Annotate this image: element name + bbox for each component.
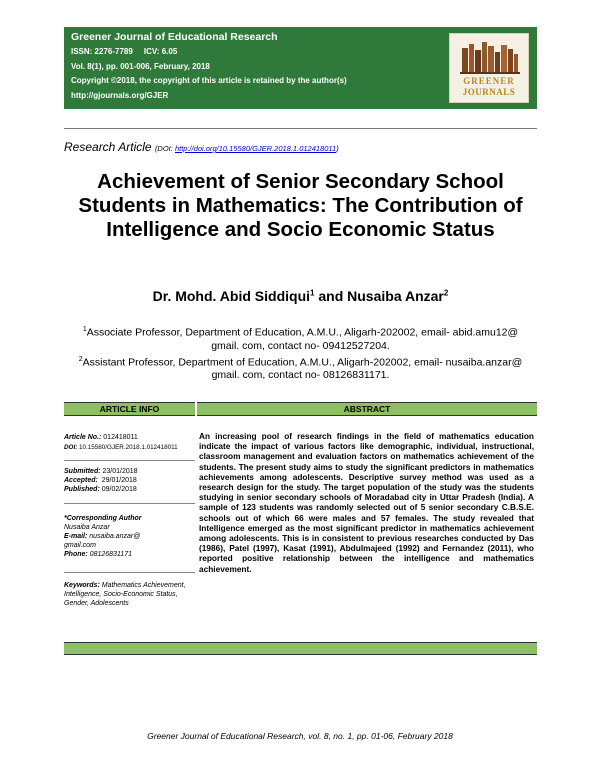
dates-block: Submitted: 23/01/2018 Accepted: 29/01/2018 Published: 09/02/2018 bbox=[64, 468, 138, 493]
article-doi-info: DOI: 10.15580/GJER.2018.1.012418011 bbox=[64, 444, 178, 451]
info-divider bbox=[64, 460, 195, 461]
article-type-line bbox=[64, 140, 339, 154]
author-2: Nusaiba Anzar bbox=[347, 288, 444, 304]
issn-line: ISSN: 2276-7789 ICV: 6.05 bbox=[71, 47, 178, 56]
column-separator bbox=[195, 402, 197, 655]
header-divider bbox=[64, 128, 537, 129]
affiliation-2: $^2$Assistant Professor, Department of Education, A.M.U., Aligarh-202002, email- nusaiba.anzar@ gmail. com, contact no- 08126831171. bbox=[78, 355, 523, 381]
abstract-heading: ABSTRACT bbox=[197, 402, 537, 416]
abstract-text: An increasing pool of research findings in the field of mathematics education indicate the impact of various factors like demographic, individual, instructional, classroom management and evaluation factors on mathematics achievement of the students. The present study aims to study the significant predictors in mathematics achievements among adolescents. Descriptive survey method was used as a research design for the study. The target population of the study was the students studying in senior secondary schools of Moradabad city in Uttar Pradesh (India). A sample of 123 students was randomly selected out of 5 senior secondary C.B.S.E. schools out of which 66 were males and 57 females. The study revealed that Intelligence emerged as the most significant predictor in mathematics achievement among adolescents. This is in consistent to previous researches conducted by Das (1986), Patel (1997), Kasat (1991), Abdulmajeed (1992) and Fernandez (2011), who reported positive relationship between the intelligence and mathematics achievement. bbox=[199, 431, 534, 574]
footer-citation: Greener Journal of Educational Research, vol. 8, no. 1, pp. 01-06, February 2018 bbox=[147, 731, 453, 741]
keywords-block: Keywords: Mathematics Achievement, Intelligence, Socio-Economic Status, Gender, Adolescents bbox=[64, 582, 186, 607]
books-icon bbox=[460, 40, 520, 74]
journal-header bbox=[64, 27, 537, 109]
copyright-line: Copyright ©2018, the copyright of this article is retained by the author(s) bbox=[71, 76, 347, 85]
journal-url[interactable]: http://gjournals.org/GJER bbox=[71, 90, 169, 100]
affiliation-1: $^1$Associate Professor, Department of Education, A.M.U., Aligarh-202002, email- abid.amu12@ gmail. com, contact no- 09412527204. bbox=[82, 326, 519, 352]
volume-line: Vol. 8(1), pp. 001-006, February, 2018 bbox=[71, 61, 210, 71]
logo-text-journals: JOURNALS bbox=[462, 87, 516, 97]
logo-text-greener: GREENER bbox=[463, 76, 515, 86]
paper-title: Achievement of Senior Secondary School Students in Mathematics: The Contribution of Intelligence and Socio Economic Status bbox=[78, 170, 523, 241]
abstract-bottom-bar bbox=[64, 642, 537, 655]
author-list: Dr. Mohd. Abid Siddiqui$^1$ and Nusaiba Anzar$^2$ bbox=[152, 288, 449, 304]
article-info-heading: ARTICLE INFO bbox=[64, 402, 195, 416]
corresponding-author-block: *Corresponding Author Nusaiba Anzar E-mail: nusaiba.anzar@ gmail.com Phone: 08126831171 bbox=[64, 515, 142, 558]
doi-link[interactable]: http://doi.org/10.15580/GJER.2018.1.012418011 bbox=[174, 144, 337, 153]
info-divider bbox=[64, 503, 195, 504]
info-divider bbox=[64, 572, 195, 573]
article-number: Article No.: 012418011 bbox=[64, 434, 138, 441]
author-1: Dr. Mohd. Abid Siddiqui bbox=[152, 288, 311, 304]
journal-name: Greener Journal of Educational Research bbox=[71, 31, 278, 43]
article-doi: (DOI: http://doi.org/10.15580/GJER.2018.1.012418011) bbox=[154, 144, 339, 153]
greener-journals-logo bbox=[449, 33, 529, 103]
article-type: Research Article bbox=[64, 140, 152, 154]
affiliations bbox=[70, 323, 531, 382]
